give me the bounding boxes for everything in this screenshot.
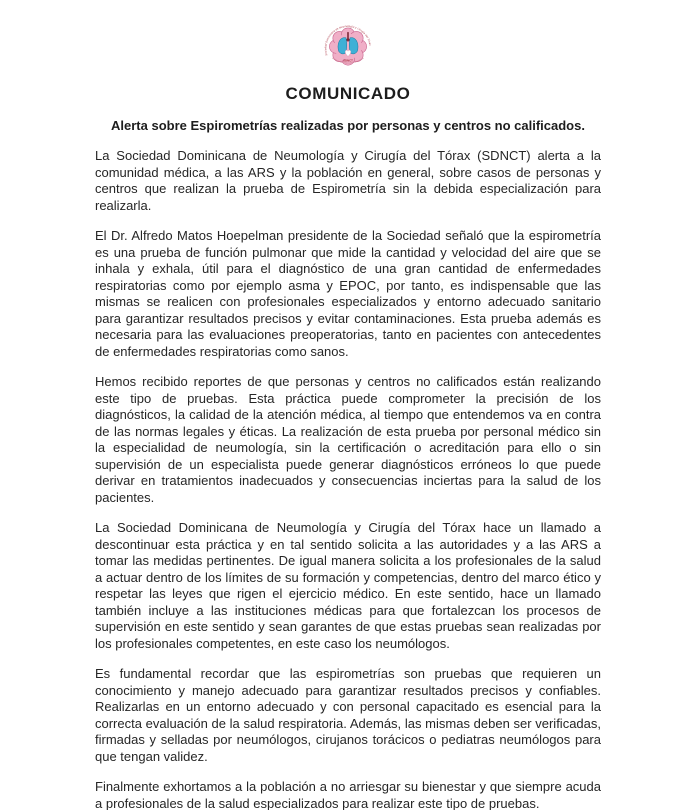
sdnct-logo bbox=[95, 14, 601, 76]
document-title: COMUNICADO bbox=[285, 84, 411, 103]
paragraph-reports-received: Hemos recibido reportes de que personas y centros no calificados están realizando este tipo de pruebas. Esta práctica puede comprometer la precisión de los diagnósticos, la calidad de la atención médica, al tiempo que entendemos va en contra de las normas legales y éticas. La realización de esta prueba por personal médico sin la especialidad de neumología, sin la certificación o acreditación para ello o sin supervisión de un especialista puede generar diagnósticos erróneos lo que puede derivar en tratamientos inadecuados y consecuencias inciertas para la salud de los pacientes. bbox=[95, 374, 601, 505]
paragraph-fundamental-reminder: Es fundamental recordar que las espirometrías son pruebas que requieren un conocimiento y manejo adecuado para garantizar resultados precisos y confiables. Realizarlas en un entorno adecuado y con personal capacitado es esencial para la correcta evaluación de la salud respiratoria. Además, las mismas deben ser verificadas, firmadas y selladas por neumólogos, cirujanos torácicos o pediatras neumólogos para que tengan validez. bbox=[95, 666, 601, 764]
paragraph-call-to-action: La Sociedad Dominicana de Neumología y Cirugía del Tórax hace un llamado a descontinuar esta práctica y en tal sentido solicita a las autoridades y a las ARS a tomar las medidas pertinentes. De igual manera solicita a los profesionales de la salud a actuar dentro de los límites de su formación y competencias, dentro del marco ético y respetar las leyes que rigen el ejercicio médico. En este sentido, hace un llamado también incluye a las instituciones médicas para que fortalezcan los procesos de supervisión en este sentido y sean garantes de que estas pruebas sean realizadas por los profesionales competentes, en este caso los neumólogos. bbox=[95, 520, 601, 651]
logo-acronym-text: SDNCT bbox=[343, 58, 353, 63]
paragraph-president-statement: El Dr. Alfredo Matos Hoepelman presidente de la Sociedad señaló que la espirometría es una prueba de función pulmonar que mide la cantidad y velocidad del aire que se inhala y exhala, útil para el diagnóstico de una gran cantidad de enfermedades respiratorias como por ejemplo asma y EPOC, por tanto, es indispensable que las mismas se realicen con profesionales especializados y entorno adecuado sanitario para garantizar resultados precisos y evitar contaminaciones. Esta prueba además es necesaria para las evaluaciones preoperatorias, tanto en pacientes con antecedentes de enfermedades respiratorias como sanos. bbox=[95, 228, 601, 359]
sdnct-logo-emblem bbox=[317, 14, 379, 76]
logo-arc-text: Sociedad Dominicana de Neumología y Cirugía del Tórax bbox=[324, 25, 372, 56]
paragraph-intro-alert: La Sociedad Dominicana de Neumología y Cirugía del Tórax (SDNCT) alerta a la comunidad médica, a las ARS y la población en general, sobre casos de personas y centros que realizan la prueba de Espirometría sin la debida especialización para realizarla. bbox=[95, 148, 601, 213]
document-subtitle: Alerta sobre Espirometrías realizadas por personas y centros no calificados. bbox=[111, 118, 585, 133]
paragraph-final-exhortation: Finalmente exhortamos a la población a no arriesgar su bienestar y que siempre acuda a profesionales de la salud especializados para realizar este tipo de pruebas. bbox=[95, 779, 601, 810]
